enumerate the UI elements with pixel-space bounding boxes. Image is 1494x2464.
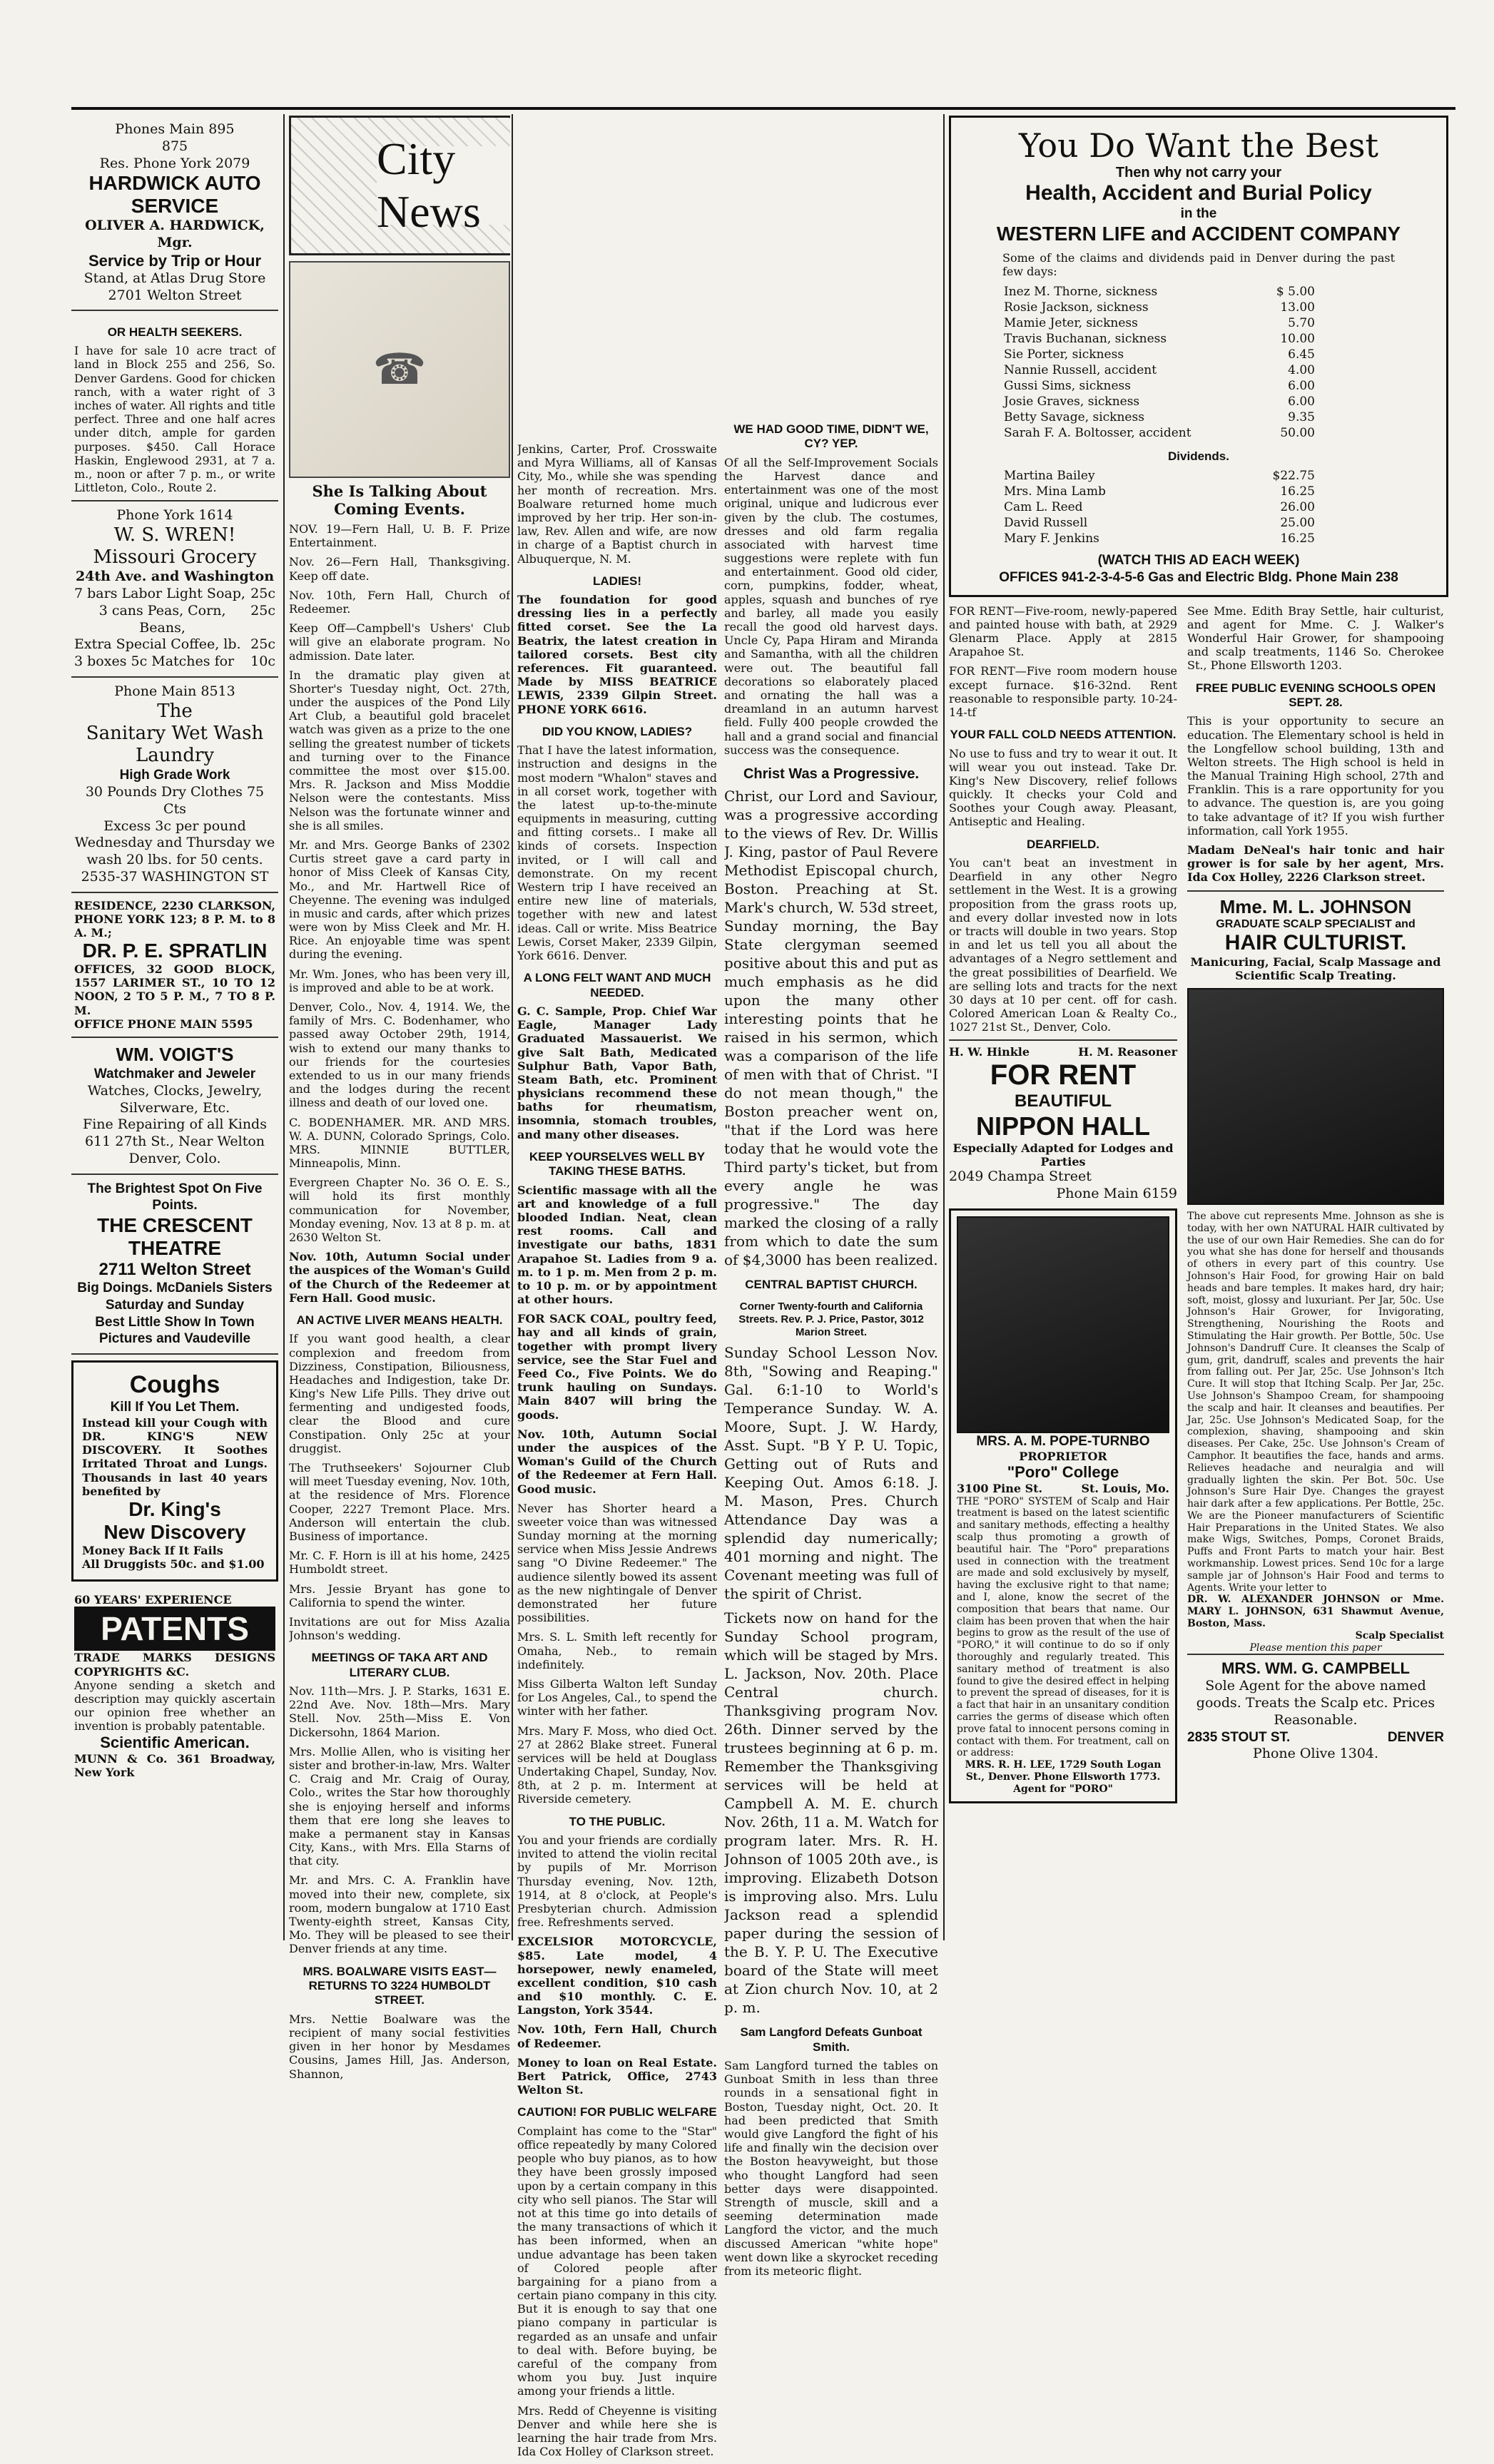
classified-ad: FOR RENT—Five-room, newly-papered and painted house with bath, at 2929 Glenarm Place. Apply at 2815 Arapahoe St. — [949, 604, 1177, 659]
ad-western-life — [949, 116, 1448, 597]
ad-text: GRADUATE SCALP SPECIALIST and — [1216, 917, 1416, 930]
ad-text: 24th Ave. and Washington — [75, 569, 275, 585]
ad-text: 2049 Champa Street — [949, 1169, 1092, 1185]
table-row — [1002, 315, 1316, 331]
table-row — [1002, 409, 1316, 425]
ad-title: The — [157, 700, 193, 722]
ad-title: MRS. A. M. POPE-TURNBO — [976, 1433, 1150, 1449]
price-list — [74, 586, 275, 671]
paragraph: Scientific massage with all the art and knowledge of a full blooded Indian. Neat, clean rest rooms. Call and investigate our baths, 1831 Arapahoe St. Ladies from 9 a. m. to 1 p. m. Men from 2 p. m. to 10 p. m. or by appointment at other hours. — [517, 1183, 717, 1307]
table-cell-amount: 9.35 — [1288, 410, 1315, 425]
paragraph: NOV. 19—Fern Hall, U. B. F. Prize Entertainment. — [289, 522, 510, 550]
price-label: 3 boxes 5c Matches for — [74, 653, 235, 670]
table-cell-amount: $ 5.00 — [1276, 285, 1315, 300]
city-news-masthead — [289, 116, 510, 255]
ad-text: THE "PORO" SYSTEM of Scalp and Hair treatment is based on the latest scientific and sanitary methods, effecting a healthy scalp thus promoting a growth of beautiful hair. The "Poro" preparations used in connection with the treatment are made and sold exclusively by myself, having the exclusive right to that name; and I, alone, know the secret of the composition that bears that name. Our claim has been proven that when the hair begins to grow as the result of the use of "PORO," it will continue to do so if only thoroughly and regularly treated. This sanitary method of treatment is also found to give the desired effect in helping to prevent the spread of diseases, for it is a fact that hair in an unsanitary condition carries the germs of disease which often prove fatal to innocent persons coming in contact with them. For treatment, call on or address: — [957, 1495, 1169, 1759]
price-value: 25c — [250, 586, 275, 602]
price-value: 25c — [250, 636, 275, 653]
ad-text: Anyone sending a sketch and description may quickly ascertain our opinion free whether an invention is probably patentable. — [74, 1678, 275, 1734]
ad-text: 2711 Welton Street — [98, 1260, 251, 1279]
headline: TO THE PUBLIC. — [569, 1814, 666, 1828]
table-cell-amount: 6.45 — [1288, 347, 1315, 362]
ad-text: Watchmaker and Jeweler — [93, 1066, 256, 1081]
table-cell-amount: 26.00 — [1280, 500, 1315, 515]
price-row — [74, 636, 275, 653]
ad-health-seekers — [71, 311, 278, 502]
ad-text: Big Doings. McDaniels Sisters Saturday and Sunday — [77, 1281, 273, 1313]
price-value: 10c — [250, 653, 275, 670]
headline: Christ Was a Progressive. — [743, 765, 920, 782]
table-cell-name: Sie Porter, sickness — [1004, 347, 1124, 362]
ad-text: 30 Pounds Dry Clothes 75 Cts — [85, 784, 265, 817]
classified-block — [949, 604, 1177, 1034]
ad-wren-grocery — [71, 502, 278, 678]
paragraph: Miss Gilberta Walton left Sunday for Los Angeles, Cal., to spend the winter with her father. — [517, 1676, 717, 1719]
paragraph: Mrs. Jessie Bryant has gone to California to spend the winter. — [289, 1582, 510, 1609]
ad-crescent-theatre — [71, 1175, 278, 1355]
right-subcol-b — [1187, 604, 1444, 1803]
article-body — [724, 422, 938, 2278]
table-cell-name: Martina Bailey — [1004, 469, 1095, 484]
paragraph: Keep Off—Campbell's Ushers' Club will give an elaborate program. No admission. Date later. — [289, 621, 510, 663]
ad-text: Fine Repairing of all Kinds — [83, 1116, 267, 1133]
ad-text: I have for sale 10 acre tract of land in Block 255 and 256, So. Denver Gardens. Good for chicken ranch, with a water right of 3 inches of water. All rights and title perfect. Three and one half acres under ditch, ample for garden purposes. $450. Call Horace Haskin, Englewood 2931, at 7 a. m., noon or after 7 p. m., or write Littleton, Colo., Route 2. — [74, 344, 275, 495]
paragraph: Mr. and Mrs. C. A. Franklin have moved into their new, complete, six room, modern bungalow at 1710 East Twenty-eighth street, Kansas City, Mo. They will be pleased to see their Denver friends at any time. — [289, 1873, 510, 1956]
headline: A LONG FELT WANT AND MUCH NEEDED. — [523, 971, 711, 999]
paragraph: EXCELSIOR MOTORCYCLE, $85. Late model, 4 horsepower, newly enameled, excellent condition, $10 cash and $10 monthly. C. E. Langston, York 3544. — [517, 1935, 717, 2017]
ad-title: Sanitary Wet Wash — [86, 722, 264, 744]
table-cell-amount: 50.00 — [1280, 426, 1315, 441]
ad-text: Kill If You Let Them. — [110, 1400, 240, 1415]
ad-text: Phone Main 6159 — [1056, 1185, 1177, 1201]
ad-text: DENVER — [1387, 1729, 1444, 1745]
ad-title: Laundry — [135, 745, 215, 767]
newspaper-page — [71, 107, 1455, 2459]
ad-text: Phone Olive 1304. — [1252, 1746, 1379, 1762]
paragraph: Mr. Wm. Jones, who has been very ill, is improved and able to be at work. — [289, 967, 510, 994]
ad-heading: Dividends. — [1168, 449, 1229, 464]
ad-laundry — [71, 678, 278, 893]
table-row — [1002, 468, 1316, 484]
ad-text: High Grade Work — [119, 768, 230, 783]
paragraph: Money to loan on Real Estate. Bert Patrick, Office, 2743 Welton St. — [517, 2055, 717, 2097]
paragraph: The Truthseekers' Sojourner Club will meet Tuesday evening, Nov. 10th, at the residence of Mrs. Florence Cooper, 2227 Tremont Place. Mrs. Anderson will entertain the club. Business of importance. — [289, 1461, 510, 1543]
table-cell-name: Nannie Russell, accident — [1004, 363, 1157, 378]
headline: DID YOU KNOW, LADIES? — [542, 724, 693, 738]
ad-text: (WATCH THIS AD EACH WEEK) — [1097, 553, 1300, 569]
paragraph: You can't beat an investment in Dearfield in any other Negro settlement in the West. It is a growing proposition from the grass roots up, and every dollar invested now in lots or tracts will double in two years. Stop in and let us tell you all about the advantages of a Negro settlement and the great possibilities of Dearfield. We are selling lots and tracts for the next 30 days at 10 per cent. off for cash. Colored American Loan & Realty Co., 1027 21st St., Denver, Colo. — [949, 856, 1177, 1034]
table-row — [1002, 362, 1316, 378]
ad-title: "Poro" College — [1007, 1463, 1119, 1482]
table-row — [1002, 394, 1316, 409]
paragraph: FOR SACK COAL, poultry feed, hay and all kinds of grain, together with prompt livery service, see the Star Fuel and Feed Co., Five Points. We do trunk hauling on Sundays. Main 8407 will bring the goods. — [517, 1312, 717, 1422]
ad-title: THE CRESCENT THEATRE — [97, 1214, 253, 1259]
headline: CAUTION! FOR PUBLIC WELFARE — [517, 2105, 717, 2119]
ad-text: Sole Agent for the above named goods. Treats the Scalp etc. Prices Reasonable. — [1196, 1678, 1435, 1728]
dividends-table — [1002, 468, 1316, 546]
ad-text: TRADE MARKS DESIGNS COPYRIGHTS &C. — [74, 1651, 275, 1679]
top-rule — [71, 107, 1455, 110]
article-body — [517, 442, 717, 2458]
ad-text: The above cut represents Mme. Johnson as she is today, with her own NATURAL HAIR cultivated by the use of our own Hair Remedies. She can do for you what she has done for herself and thousands of others in every part of this country. Use Johnson's Hair Food, for growing Hair on bald heads and bare temples. It makes hard, dry hair; soft, moist, glossy and luxuriant. Per Jar, 50c. Use Johnson's Hair Grower, for Invigorating, Strengthening, Nourishing the Roots and Stimulating the Hair growth. Per Bottle, 50c. Use Johnson's Dandruff Cure. It cleanses the Scalp of gum, grit, dandruff, scales and prevents the hair from falling out. Per Jar, 25c. Use Johnson's Itch Cure. It will stop that Itching Scalp. Per Jar, 25c. Use Johnson's Shampoo Cream, for shampooing the scalp and hair. It cleanses and beautifies. Per Jar, 25c. Use Johnson's Medicated Soap, for the complexion, shaving, shampooing and skin diseases. Per Cake, 25c. Use Johnson's Cream of Camphor. It beautifies the face, hands and arms. Relieves headache and neuralgia and will gradually lighten the skin. Per Bot. 50c. Use Johnson's Sure Hair Dye. Changes the grayest hair dark after a few applications. Per Bottle, 25c. We are the Pioneer manufacturers of Scientific Hair Preparations in the United States. We also make Wigs, Switches, Pomps, Coronet Braids, Puffs and Front Parts to match your hair. Best workmanship. Lowest prices. Send 10c for a large sample jar of Johnson's Hair Food and terms to Agents. Write your letter to — [1187, 1210, 1444, 1594]
ad-title: Scientific American. — [100, 1733, 250, 1751]
ad-text: 3100 Pine St. — [957, 1482, 1043, 1496]
paragraph: Nov. 10th, Fern Hall, Church of Redeemer. — [289, 588, 510, 616]
ad-text: Money Back If It Fails — [82, 1543, 223, 1557]
column-ads-right — [949, 116, 1448, 1803]
ad-voigt — [71, 1038, 278, 1175]
ad-text: H. W. Hinkle — [949, 1045, 1030, 1059]
ad-text: 60 YEARS' EXPERIENCE — [74, 1593, 232, 1607]
ad-title: Missouri Grocery — [93, 546, 257, 569]
table-cell-amount: 6.00 — [1288, 394, 1315, 409]
ad-campbell — [1187, 1654, 1444, 1763]
ad-title: DR. P. E. SPRATLIN — [82, 940, 268, 962]
ad-text: Phone Main 8513 — [114, 683, 235, 699]
table-row — [1002, 300, 1316, 315]
ad-text: 2701 Welton Street — [108, 287, 242, 303]
paragraph: Sunday School Lesson Nov. 8th, "Sowing and Reaping." Gal. 6:1-10 to World's Temperance Sunday. W. A. Moore, Supt. J. W. Hardy, Asst. Supt. "B Y P. U. Topic, Getting out of Ruts and Keeping Out. Amos 6:18. J. M. Mason, Pres. Church Attendance Day was a splendid day numerically; 401 morning and night. The Covenant meeting was full of the spirit of Christ. — [724, 1344, 938, 1603]
ad-text: MRS. R. H. LEE, 1729 South Logan St., Denver. Phone Ellsworth 1773. Agent for "PORO" — [965, 1759, 1162, 1795]
headline: YOUR FALL COLD NEEDS ATTENTION. — [950, 728, 1177, 742]
paragraph: Mrs. Nettie Boalware was the recipient of many social festivities given in her honor by Mesdames Cousins, James Hill, Jas. Anderson, Shannon, — [289, 2012, 510, 2081]
ad-text: OFFICES, 32 GOOD BLOCK, 1557 LARIMER ST., 10 TO 12 NOON, 2 TO 5 P. M., 7 TO 8 P. M. — [74, 962, 275, 1017]
paragraph: Mrs. Mary F. Moss, who died Oct. 27 at 2862 Blake street. Funeral services will be held at Douglass Undertaking Chapel, Sunday, Nov. 8th, at 2 p. m. Interment at Riverside cemetery. — [517, 1724, 717, 1806]
paragraph: Complaint has come to the "Star" office repeatedly by many Colored people who buy pianos, as to how they have been grossly imposed upon by a certain company in this city who sell pianos. The Star will not at this time go into details of the many transactions of which it has been informed, when an undue advantage has been taken of Colored people after bargaining for a piano from a certain piano company in this city. But it is enough to say that one piano company in particular is regarded as an unsafe and unfair to deal with. Before buying, be careful of the company from whom you buy. Just inquire among your friends a little. — [517, 2124, 717, 2398]
table-cell-name: Josie Graves, sickness — [1004, 394, 1140, 409]
paragraph: Nov. 10th, Autumn Social under the auspices of the Woman's Guild of the Church of the Redeemer at Fern Hall. Good music. — [289, 1250, 510, 1305]
ad-title: WM. VOIGT'S — [116, 1044, 234, 1065]
ad-hardwick — [71, 116, 278, 311]
ad-text: in the — [1180, 206, 1217, 221]
column-news-3 — [517, 442, 717, 2464]
classified-block — [1187, 604, 1444, 885]
price-label: 7 bars Labor Light Soap, — [74, 586, 245, 602]
paragraph: Christ, our Lord and Saviour, was a progressive according to the views of Rev. Dr. Willis J. King, pastor of Paul Revere Methodist Episcopal church, Boston. Preaching at St. Mark's church, W. 53d street, Sunday morning, the Bay State clergyman seemed positive about this and put as much emphasis as he did upon the many other interesting points that he raised in his sermon, which was a comparison of the life of men with that of Christ. "I do not mean though," the Boston preacher went on, "that if the Lord was here today that he would vote the Third party's ticket, but from every angle he was progressive." The day marked the closing of a rally from which to date the sum of $4,3000 has been realized. — [724, 787, 938, 1268]
paragraph: Mrs. Mollie Allen, who is visiting her sister and brother-in-law, Mrs. Walter C. Craig and Mr. Craig of Ouray, Colo., writes the Star how thoroughly she is enjoying herself and informs them that ere long she leaves to make a permanent stay in Kansas City, Kans., with Mrs. Ella Starns of that city. — [289, 1744, 510, 1868]
ad-text: Wednesday and Thursday we wash 20 lbs. for 50 cents. — [74, 835, 275, 867]
paragraph: The foundation for good dressing lies in a perfectly fitted corset. See the La Beatrix, the latest creation in tailored corsets. Best city references. Fit guaranteed. Made by MISS BEATRICE LEWIS, 2339 Gilpin Street. PHONE YORK 6616. — [517, 593, 717, 716]
headline: AN ACTIVE LIVER MEANS HEALTH. — [296, 1313, 503, 1327]
ad-text: Watches, Clocks, Jewelry, Silverware, Etc. — [87, 1082, 263, 1116]
ad-text: Manicuring, Facial, Scalp Massage and Scientific Scalp Treating. — [1190, 954, 1441, 982]
table-row — [1002, 284, 1316, 300]
table-cell-name: Mary F. Jenkins — [1004, 531, 1099, 546]
portrait-photo — [1187, 988, 1444, 1205]
table-cell-name: Mamie Jeter, sickness — [1004, 316, 1138, 331]
ad-title: Mme. M. L. JOHNSON — [1219, 895, 1412, 917]
classified-ad: FOR RENT—Five room modern house except furnace. $16-32nd. Rent reasonable to responsible party. 10-24-14-tf — [949, 664, 1177, 719]
paragraph: Tickets now on hand for the Sunday School program, which will be staged by Mrs. L. Jackson, Nov. 20th. Place Central church. Thanksgiving program Nov. 26th. Dinner served by the trustees beginning at 6 p. m. Remember the Thanksgiving services will be held at Campbell A. M. E. church Nov. 26th, 11 a. M. Watch for program later. Mrs. R. H. Johnson of 1005 20th ave., is improving. Elizabeth Dotson is improving also. Mrs. Lulu Jackson read a splendid paper during the session of the B. Y. P. U. The Executive board of the State will meet at Zion church Nov. 10, at 2 p. m. — [724, 1609, 938, 2017]
price-row — [74, 653, 275, 671]
ad-title: WESTERN LIFE and ACCIDENT COMPANY — [996, 222, 1401, 245]
ad-poro-college — [949, 1208, 1177, 1803]
table-cell-name: Sarah F. A. Boltosser, accident — [1004, 426, 1191, 441]
headline: LADIES! — [593, 574, 641, 588]
column-rule — [283, 114, 285, 1940]
ad-text: BEAUTIFUL — [1015, 1091, 1112, 1111]
table-cell-amount: 16.25 — [1280, 484, 1315, 499]
table-cell-name: Rosie Jackson, sickness — [1004, 300, 1149, 315]
ad-title: Dr. King's — [128, 1497, 221, 1520]
paragraph: Nov. 26—Fern Hall, Thanksgiving. Keep off date. — [289, 555, 510, 583]
column-news-4 — [724, 414, 938, 2284]
paragraph: Invitations are out for Miss Azalia Johnson's wedding. — [289, 1614, 510, 1643]
paragraph: Mr. C. F. Horn is ill at his home, 2425 Humboldt street. — [289, 1549, 510, 1577]
paragraph: Nov. 11th—Mrs. J. P. Starks, 1631 E. 22nd Ave. Nov. 18th—Mrs. Mary Stell. Nov. 25th—Miss E. Von Dickersohn, 1864 Marion. — [289, 1684, 510, 1739]
ad-text: Excess 3c per pound — [103, 818, 246, 834]
article-body — [289, 522, 510, 2081]
table-cell-name: David Russell — [1004, 516, 1088, 531]
paragraph: Never has Shorter heard a sweeter voice than was witnessed Sunday morning at the morning service when Miss Jessie Andrews sang "O Divine Redeemer." The audience silently bowed its assent as the new nightingale of Denver demonstrated her future possibilities. — [517, 1501, 717, 1625]
price-row — [74, 603, 275, 637]
ad-text: Then why not carry your — [1115, 165, 1282, 180]
ad-text: Res. Phone York 2079 — [99, 155, 250, 171]
paragraph: Mrs. Redd of Cheyenne is visiting Denver and while here she is learning the hair trade from Mrs. Ida Cox Holley of Clarkson street. — [517, 2403, 717, 2459]
ad-title: W. S. WREN! — [113, 524, 236, 546]
paragraph: You and your friends are cordially invited to attend the violin recital by pupils of Mr. Morrison Thursday evening, Nov. 12th, 1914, at 8 o'clock, at People's Presbyterian church. Admission free. Refreshments served. — [517, 1833, 717, 1930]
paragraph: Denver, Colo., Nov. 4, 1914. We, the family of Mrs. C. Bodenhamer, who passed away October 29th, 1914, wish to extend our many thanks to our friends for the courtesies extended to us in our many friends and the lodges during the recent illness and death of our loved one. — [289, 1000, 510, 1110]
table-cell-name: Travis Buchanan, sickness — [1004, 332, 1167, 347]
ad-text: 611 27th St., Near Welton — [84, 1134, 265, 1149]
paragraph: Mr. and Mrs. George Banks of 2302 Curtis street gave a card party in honor of Miss Cleek of Kansas City, Mo., and Mr. Hartwell Rice of Cheyenne. The evening was indulged in music and cards, after which prizes were won by Miss Cleek and Mr. H. Rice. An enjoyable time was spent during the evening. — [289, 838, 510, 962]
ad-text: 875 — [161, 138, 188, 154]
ad-title: Coughs — [129, 1371, 220, 1398]
headline: MEETINGS OF TAKA ART AND LITERARY CLUB. — [311, 1651, 488, 1679]
paragraph: Nov. 10th, Autumn Social under the auspices of the Woman's Guild of the Church of the Redeemer at Fern Hall. Good music. — [517, 1427, 717, 1496]
ad-title: NIPPON HALL — [975, 1111, 1150, 1141]
ad-text: RESIDENCE, 2230 CLARKSON, PHONE YORK 123; 8 P. M. to 8 A. M.; — [74, 898, 275, 940]
table-cell-amount: $22.75 — [1272, 469, 1315, 484]
paragraph: See Mme. Edith Bray Settle, hair culturist, and agent for Mme. C. J. Walker's Wonderful Hair Grower, for shampooing and scalp treatments, 1146 So. Cherokee St., Phone Ellsworth 1203. — [1187, 604, 1444, 673]
ad-title: You Do Want the Best — [1018, 126, 1379, 165]
table-row — [1002, 484, 1316, 499]
ad-patents — [71, 1587, 278, 1785]
right-subcol-a — [949, 604, 1177, 1803]
price-value: 25c — [250, 602, 275, 618]
ad-text: Pictures and Vaudeville — [98, 1331, 251, 1347]
woman-telephone-illustration: ☎ — [289, 261, 510, 478]
ad-text: Best Little Show In Town — [95, 1314, 255, 1330]
ad-text: Please mention this paper — [1249, 1641, 1382, 1654]
table-cell-name: Inez M. Thorne, sickness — [1004, 285, 1158, 300]
table-cell-amount: 6.00 — [1288, 379, 1315, 394]
ad-text: PROPRIETOR — [1019, 1450, 1107, 1464]
ad-text: OLIVER A. HARDWICK, Mgr. — [85, 218, 265, 250]
ad-johnson — [1187, 890, 1444, 1654]
table-cell-amount: 25.00 — [1280, 516, 1315, 531]
headline: KEEP YOURSELVES WELL BY TAKING THESE BATHS. — [529, 1149, 706, 1178]
ad-text: H. M. Reasoner — [1078, 1045, 1177, 1059]
paragraph: Nov. 10th, Fern Hall, Church of Redeemer. — [517, 2022, 717, 2050]
ad-text: 2835 STOUT ST. — [1187, 1729, 1291, 1745]
ad-text: Service by Trip or Hour — [88, 251, 262, 270]
ad-title: HAIR CULTURIST. — [1224, 930, 1407, 954]
paragraph: In the dramatic play given at Shorter's Tuesday night, Oct. 27th, under the auspices of the Pond Lily Art Club, a beautiful gold bracelet watch was given as a prize to the one selling the greatest number of tickets and turning over to the Finance committee the most over $15.00. Mrs. R. Jackson and Miss Moddie Nelson were the contestants. Miss Nelson was the fortunate winner and she is all smiles. — [289, 668, 510, 833]
paragraph: Evergreen Chapter No. 36 O. E. S., will hold its first monthly communication for November, Monday evening, Nov. 13 at 8 p. m. at 2630 Welton St. — [289, 1176, 510, 1244]
ad-title: MRS. WM. G. CAMPBELL — [1221, 1659, 1410, 1678]
column-city-news — [289, 116, 510, 2087]
price-label: 3 cans Peas, Corn, Beans, — [98, 602, 226, 636]
paragraph: No use to fuss and try to wear it out. It will wear you out instead. Take Dr. King's New Discovery, relief follows quickly. It checks your Cold and Soothes your Cough away. Pleasant, Antiseptic and Healing. — [949, 746, 1177, 829]
table-cell-amount: 16.25 — [1280, 531, 1315, 546]
paragraph: Of all the Self-Improvement Socials the Harvest dance and entertainment was one of the most original, unique and ludicrous ever given by the club. The costumes, dresses and old farm regalia associated with harvest time suggestions were replete with fun and entertainment. Good old cider, corn, pumpkins, fodder, wheat, apples, squash and bunches of rye and barley, all made you easily recall the good old harvest days. Uncle Cy, Papa Hiram and Miranda and Samantha, with all the children were out. The beautiful fall decorations so elaborately placed and ornating the hall was a dreamland in an autumn harvest field. Fully 400 people crowded the hall and a grand social and financial success was the consequence. — [724, 455, 938, 757]
column-rule — [512, 114, 513, 1940]
column-rule — [943, 114, 945, 1940]
table-cell-name: Mrs. Mina Lamb — [1004, 484, 1106, 499]
ad-text: 2535-37 WASHINGTON ST — [81, 868, 269, 885]
right-two-columns — [949, 604, 1448, 1803]
ad-text: MUNN & Co. 361 Broadway, New York — [74, 1751, 275, 1779]
table-cell-amount: 4.00 — [1288, 363, 1315, 378]
ad-nippon-hall — [949, 1039, 1177, 1202]
paragraph: If you want good health, a clear complexion and freedom from Dizziness, Constipation, Biliousness, Headaches and Indigestion, take Dr. King's New Life Pills. They drive out fermenting and undigested foods, clear the Blood and cure Constipation. Only 25c at your druggist. — [289, 1332, 510, 1455]
paragraph: Jenkins, Carter, Prof. Crosswaite and Myra Williams, all of Kansas City, Mo., while she was spending her month of recreation. Mrs. Boalware returned home much improved by her trip. Her son-in-law, Rev. Allen and wife, are now in charge of a Baptist church in Albuquerque, N. M. — [517, 442, 717, 566]
ad-coughs — [71, 1360, 278, 1582]
masthead-title: City News — [377, 146, 510, 225]
paragraph: Mrs. S. L. Smith left recently for Omaha, Neb., to remain indefinitely. — [517, 1630, 717, 1671]
table-cell-amount: 10.00 — [1280, 332, 1315, 347]
table-cell-amount: 5.70 — [1288, 316, 1315, 331]
headline: Sam Langford Defeats Gunboat Smith. — [740, 2025, 923, 2054]
ad-text: Phone York 1614 — [116, 507, 233, 524]
ad-text: Stand, at Atlas Drug Store — [83, 270, 266, 286]
claims-table — [1002, 284, 1316, 441]
paragraph: G. C. Sample, Prop. Chief War Eagle, Manager Lady Graduated Massauerist. We give Salt Bath, Medicated Sulphur Bath, Vapor Bath, Steam Bath, etc. Prominent physicians recommend these baths for rheumatism, insomnia, stomach troubles, and many other diseases. — [517, 1004, 717, 1141]
table-row — [1002, 331, 1316, 347]
ad-text: All Druggists 50c. and $1.00 — [82, 1557, 265, 1572]
headline: CENTRAL BAPTIST CHURCH. — [745, 1277, 918, 1291]
paragraph: Madam DeNeal's hair tonic and hair grower is for sale by her agent, Mrs. Ida Cox Holley, 2226 Clarkson street. — [1187, 843, 1444, 885]
paragraph: This is your opportunity to secure an education. The Elementary school is held in the Longfellow school building, 13th and Welton streets. The High school is held in the Manual Training High school, 27th and Franklin. This is a rare opportunity for you to advance. The question is, are you going to take advantage of it? If you wish further information, call York 1955. — [1187, 714, 1444, 838]
table-cell-name: Gussi Sims, sickness — [1004, 379, 1131, 394]
ad-title: PATENTS — [74, 1607, 275, 1651]
ad-text: Denver, Colo. — [128, 1150, 221, 1166]
price-label: Extra Special Coffee, lb. — [74, 636, 241, 653]
headline: WE HAD GOOD TIME, DIDN'T WE, CY? YEP. — [733, 422, 929, 451]
ad-title: Health, Accident and Burial Policy — [1025, 181, 1372, 205]
table-row — [1002, 378, 1316, 394]
ad-text: OFFICES 941-2-3-4-5-6 Gas and Electric Bldg. Phone Main 238 — [999, 569, 1398, 585]
headline: DEARFIELD. — [1027, 837, 1099, 851]
ad-heading: OR HEALTH SEEKERS. — [107, 325, 243, 340]
ad-spratlin — [71, 893, 278, 1039]
ad-text: Especially Adapted for Lodges and Parties — [952, 1141, 1174, 1169]
table-row — [1002, 531, 1316, 546]
ad-text: DR. W. ALEXANDER JOHNSON or Mme. MARY L. JOHNSON, 631 Shawmut Avenue, Boston, Mass. — [1187, 1594, 1444, 1630]
ad-text: Instead kill your Cough with DR. KING'S NEW DISCOVERY. It Soothes Irritated Throat and Lungs. Thousands in last 40 years benefited by — [82, 1415, 268, 1498]
subheadline: Corner Twenty-fourth and California Streets. Rev. P. J. Price, Pastor, 3012 Marion Street. — [738, 1300, 924, 1339]
portrait-photo — [957, 1216, 1169, 1433]
table-cell-name: Betty Savage, sickness — [1004, 410, 1144, 425]
ad-title: New Discovery — [103, 1520, 246, 1543]
illustration-caption: She Is Talking About Coming Events. — [312, 482, 487, 518]
ad-text: The Brightest Spot On Five Points. — [87, 1181, 263, 1213]
ad-text: Scalp Specialist — [1355, 1629, 1444, 1641]
ad-text: Phones Main 895 — [115, 121, 235, 137]
ad-text: Some of the claims and dividends paid in Denver during the past few days: — [1002, 250, 1395, 278]
table-cell-name: Cam L. Reed — [1004, 500, 1083, 515]
table-row — [1002, 347, 1316, 362]
ad-text: OFFICE PHONE MAIN 5595 — [74, 1017, 253, 1031]
price-row — [74, 586, 275, 603]
ad-title: HARDWICK AUTO SERVICE — [88, 172, 261, 218]
ad-title: FOR RENT — [990, 1059, 1137, 1091]
paragraph: Sam Langford turned the tables on Gunboat Smith in less than three rounds in a sensational fight in Boston, Tuesday night, Oct. 20. It had been predicted that Smith would give Langford the fight of his life and finally win the decision over the Boston heavyweight, but those who thought Langford had seen better days were disappointed. Strength of muscle, skill and a seeming determination made Langford the victor, and the much discussed American "white hope" went down like a skyrocket receding from its meteoric flight. — [724, 2059, 938, 2278]
table-row — [1002, 425, 1316, 441]
table-row — [1002, 515, 1316, 531]
headline: MRS. BOALWARE VISITS EAST—RETURNS TO 3224 HUMBOLDT STREET. — [303, 1964, 497, 2007]
ad-text: St. Louis, Mo. — [1081, 1482, 1169, 1496]
table-cell-amount: 13.00 — [1280, 300, 1315, 315]
table-row — [1002, 499, 1316, 515]
headline: FREE PUBLIC EVENING SCHOOLS OPEN SEPT. 28. — [1195, 681, 1436, 709]
paragraph: That I have the latest information, instruction and designs in the most modern "Whalon" staves and in all corset work, together with the latest up-to-the-minute equipments in measuring, cutting and fitting corsets.. I make all kinds of corsets. Inspection invited, or I will call and demonstrate. On my recent Western trip I have received an entire new line of materials, together with new and latest ideas. Call or write. Miss Beatrice Lewis, Corset Maker, 2339 Gilpin, York 6616. Denver. — [517, 743, 717, 962]
signature: C. BODENHAMER. MR. AND MRS. W. A. DUNN, Colorado Springs, Colo. MRS. MINNIE BUTTLER, Minneapolis, Minn. — [289, 1115, 510, 1171]
column-ads-left — [71, 116, 278, 1785]
